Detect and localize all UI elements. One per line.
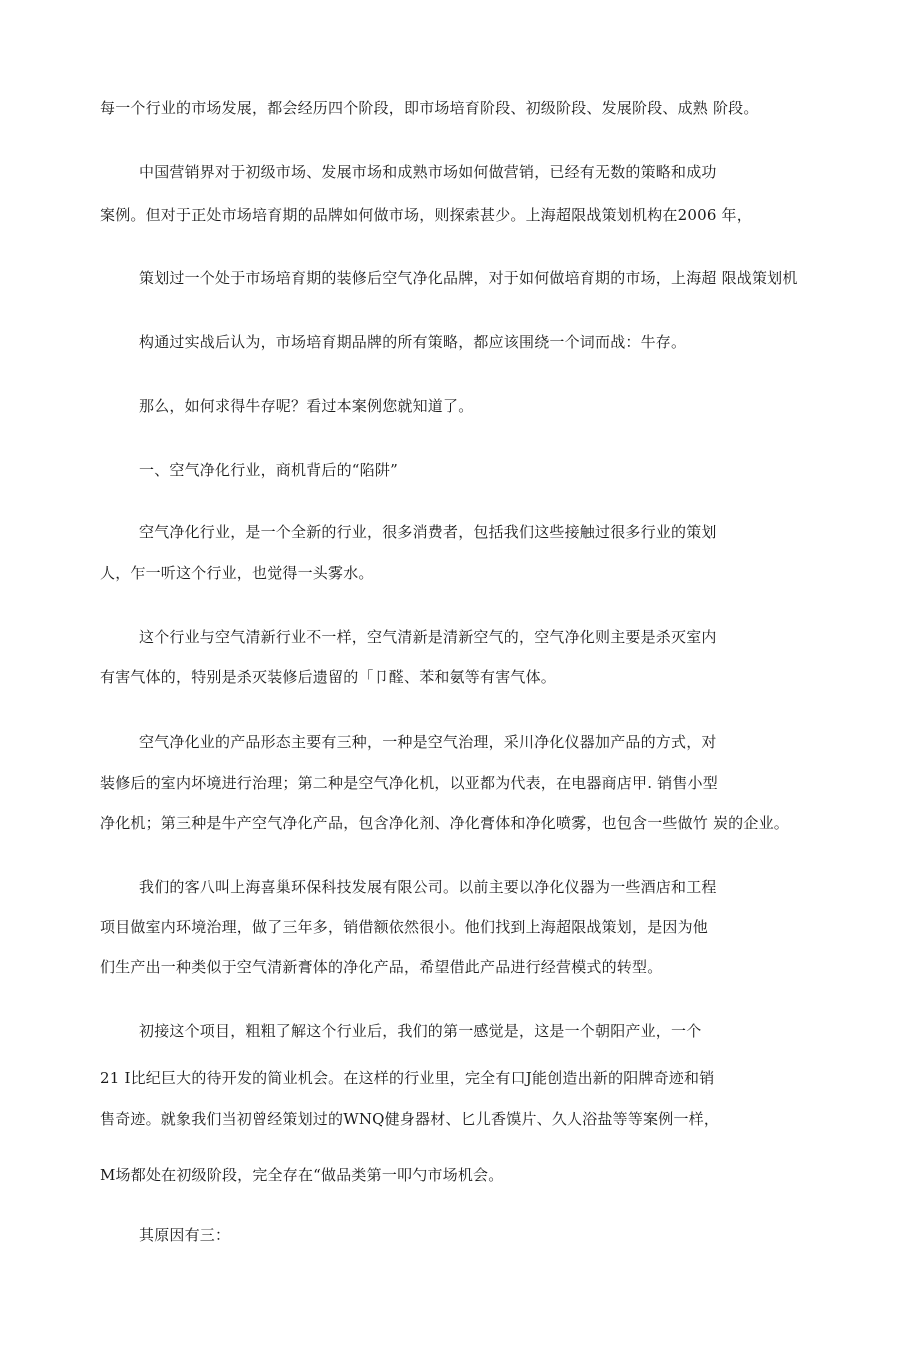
text-line: 净化机；第三种是牛产空气净化产品，包含净化剂、净化膏体和净化喷雾，也包含一些做竹 炭的企业。: [100, 814, 789, 832]
text-line: 策划过一个处于市场培育期的装修后空气净化品牌，对于如何做培育期的市场，上海超 限战策划机: [139, 269, 798, 287]
text-line: 们生产出一种类似于空气清新膏体的净化产品，希望借此产品进行经营模式的转型。: [100, 958, 663, 976]
text-line: 初接这个项目，粗粗了解这个行业后，我们的第一感觉是，这是一个朝阳产业，一个: [139, 1022, 702, 1040]
text-line: 那么，如何求得牛存呢？看过本案例您就知道了。: [139, 397, 474, 415]
text-line: 项目做室内环境治理，做了三年多，销借额依然很小。他们找到上海超限战策划，是因为他: [100, 918, 709, 936]
text-line: M场都处在初级阶段，完全存在“做品类第一叩勺市场机会。: [100, 1166, 504, 1184]
section-heading: 一、空气净化行业，商机背后的“陷阱”: [139, 461, 398, 479]
text-line: 案例。但对于正处市场培育期的品牌如何做市场，则探索甚少。上海超限战策划机构在2006 年，: [100, 206, 752, 224]
text-line: 装修后的室内坏境进行治理；第二种是空气净化机，以亚都为代表，在电器商店甲. 销售小型: [100, 774, 718, 792]
text-line: 有害气体的，特别是杀灭装修后遗留的「卩醛、苯和氨等有害气体。: [100, 668, 557, 686]
text-line: 空气净化行业，是一个全新的行业，很多消费者，包括我们这些接触过很多行业的策划: [139, 523, 717, 541]
text-line: 人，乍一听这个行业，也觉得一头雾水。: [100, 564, 374, 582]
text-line: 我们的客八叫上海喜巢环保科技发展有限公司。以前主要以净化仪器为一些酒店和工程: [139, 878, 717, 896]
text-line: 售奇迹。就象我们当初曾经策划过的WNQ健身器材、匕儿香馍片、久人浴盐等等案例一样，: [100, 1110, 720, 1128]
text-line: 其原因有三：: [139, 1226, 231, 1244]
text-line: 21 I比纪巨大的待开发的简业机会。在这样的行业里，完全有口J能创造出新的阳牌奇迹和销: [100, 1069, 715, 1087]
text-line: 中国营销界对于初级市场、发展市场和成熟市场如何做营销，已经有无数的策略和成功: [139, 163, 717, 181]
text-line: 每一个行业的市场发展，都会经历四个阶段，即市场培育阶段、初级阶段、发展阶段、成熟 阶段。: [100, 99, 759, 117]
text-line: 这个行业与空气清新行业不一样，空气清新是清新空气的，空气净化则主要是杀灭室内: [139, 628, 717, 646]
text-line: 构通过实战后认为，市场培育期品牌的所有策略，都应该围绕一个词而战：牛存。: [139, 333, 687, 351]
text-line: 空气净化业的产品形态主要有三种，一种是空气治理，采川净化仪器加产品的方式，对: [139, 733, 717, 751]
